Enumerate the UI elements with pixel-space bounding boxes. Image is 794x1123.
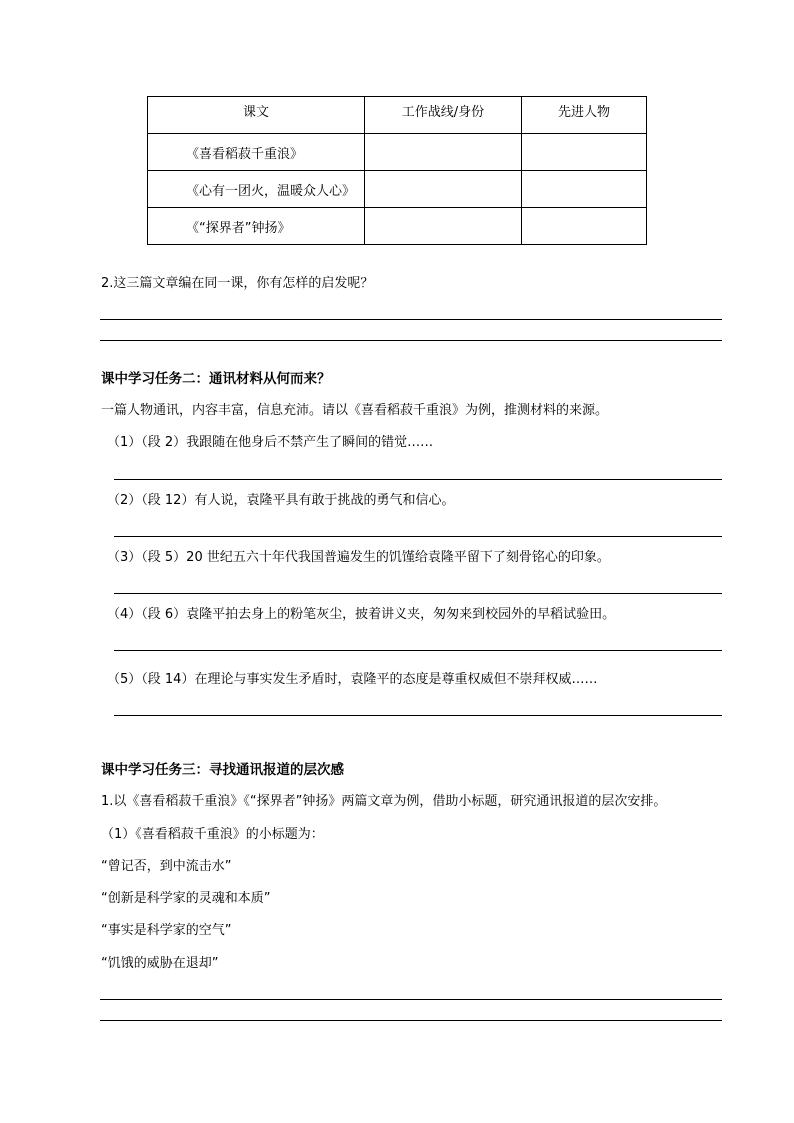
task2-item-5: （5）（段 14）在理论与事实发生矛盾时，袁隆平的态度是尊重权威但不崇拜权威……: [107, 672, 598, 687]
answer-line[interactable]: [114, 715, 722, 716]
question-2: 2.这三篇文章编在同一课，你有怎样的启发呢？: [101, 276, 374, 291]
subtitle-2: “创新是科学家的灵魂和本质”: [101, 891, 271, 906]
row-person-cell[interactable]: [522, 208, 647, 245]
answer-line[interactable]: [100, 319, 722, 320]
task2-item-3: （3）（段 5）20 世纪五六十年代我国普遍发生的饥馑给袁隆平留下了刻骨铭心的印象。: [107, 550, 610, 565]
row-field-cell[interactable]: [365, 134, 522, 171]
answer-line[interactable]: [114, 536, 722, 537]
task2-item-1: （1）（段 2）我跟随在他身后不禁产生了瞬间的错觉……: [107, 435, 434, 450]
row-person-cell[interactable]: [522, 171, 647, 208]
task3-heading: 课中学习任务三：寻找通讯报道的层次感: [101, 762, 344, 778]
answer-line[interactable]: [100, 340, 722, 341]
row-field-cell[interactable]: [365, 208, 522, 245]
task2-heading: 课中学习任务二：通讯材料从何而来？: [101, 371, 331, 387]
table-row: [148, 134, 647, 171]
subtitle-4: “饥饿的威胁在退却”: [101, 956, 219, 971]
subtitle-3: “事实是科学家的空气”: [101, 923, 232, 938]
task2-item-4: （4）（段 6）袁隆平拍去身上的粉笔灰尘，披着讲义夹，匆匆来到校园外的早稻试验田。: [107, 607, 616, 622]
row-field-cell[interactable]: [365, 171, 522, 208]
header-text: 课文: [148, 97, 365, 134]
table-header-row: [148, 97, 647, 134]
answer-line[interactable]: [100, 1020, 722, 1021]
row-title: 《喜看稻菽千重浪》: [148, 134, 365, 171]
worksheet-table: [147, 96, 647, 245]
table-row: [148, 171, 647, 208]
row-person-cell[interactable]: [522, 134, 647, 171]
row-title: 《心有一团火，温暖众人心》: [148, 171, 365, 208]
answer-line[interactable]: [100, 999, 722, 1000]
header-field: 工作战线/身份: [365, 97, 522, 134]
subtitle-1: “曾记否，到中流击水”: [101, 859, 232, 874]
table-row: [148, 208, 647, 245]
task3-sub-question-1: （1）《喜看稻菽千重浪》的小标题为：: [101, 827, 324, 842]
row-title: 《“探界者”钟扬》: [148, 208, 365, 245]
answer-line[interactable]: [114, 650, 722, 651]
header-person: 先进人物: [522, 97, 647, 134]
answer-line[interactable]: [114, 593, 722, 594]
task2-intro: 一篇人物通讯，内容丰富，信息充沛。请以《喜看稻菽千重浪》为例，推测材料的来源。: [101, 403, 609, 418]
task3-question-1: 1.以《喜看稻菽千重浪》《“探界者”钟扬》两篇文章为例，借助小标题，研究通讯报道的层次安排。: [101, 794, 667, 809]
answer-line[interactable]: [114, 479, 722, 480]
task2-item-2: （2）（段 12）有人说，袁隆平具有敢于挑战的勇气和信心。: [107, 493, 455, 508]
